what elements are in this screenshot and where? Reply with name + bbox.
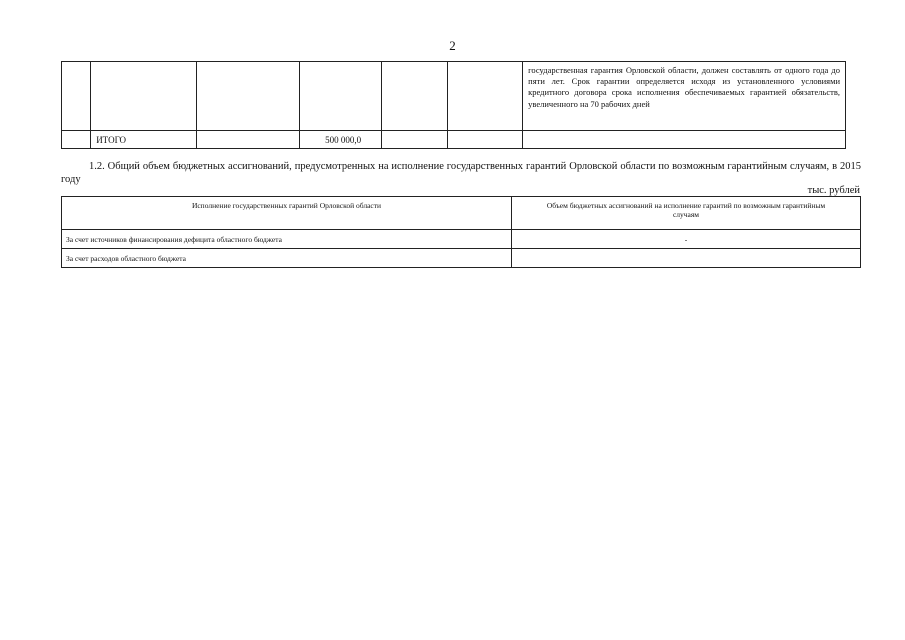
row-label: За счет расходов областного бюджета [62, 249, 512, 268]
table-cell [62, 62, 91, 131]
total-label: ИТОГО [91, 131, 197, 149]
table-cell [91, 62, 197, 131]
table-cell [523, 131, 846, 149]
table-cell [448, 62, 523, 131]
table-cell [382, 62, 448, 131]
row-label: За счет источников финансирования дефицита областного бюджета [62, 230, 512, 249]
total-row [62, 131, 846, 149]
row-value [512, 249, 861, 268]
table-row [62, 249, 861, 268]
section-paragraph: 1.2. Общий объем бюджетных ассигнований, предусмотренных на исполнение государственных гарантий Орловской области по возможным гарантийным случаям, в 2015 году [61, 161, 861, 185]
table-cell [62, 131, 91, 149]
budget-allocations-table [61, 196, 861, 268]
table-header-row [62, 197, 861, 230]
page-number: 2 [449, 38, 456, 53]
table-cell [300, 62, 382, 131]
table-cell [448, 131, 523, 149]
header-cell-execution: Исполнение государственных гарантий Орловской области [62, 197, 512, 230]
table-cell [197, 131, 300, 149]
unit-label: тыс. рублей [807, 185, 860, 196]
table-row [62, 230, 861, 249]
guarantees-table [61, 61, 846, 149]
table-cell [382, 131, 448, 149]
total-amount: 500 000,0 [300, 131, 382, 149]
guarantee-term-text: государственная гарантия Орловской области, должен составлять от одного года до пяти лет. Срок гарантии определяется исходя из установленного условиями кредитного договора срока исполнения обеспечиваемых гарантией обязательств, увеличенного на 70 рабочих дней [523, 62, 846, 131]
header-cell-volume: Объем бюджетных ассигнований на исполнение гарантий по возможным гарантийным случаям [512, 197, 861, 230]
table-cell [197, 62, 300, 131]
table-row [62, 62, 846, 131]
row-value: - [512, 230, 861, 249]
